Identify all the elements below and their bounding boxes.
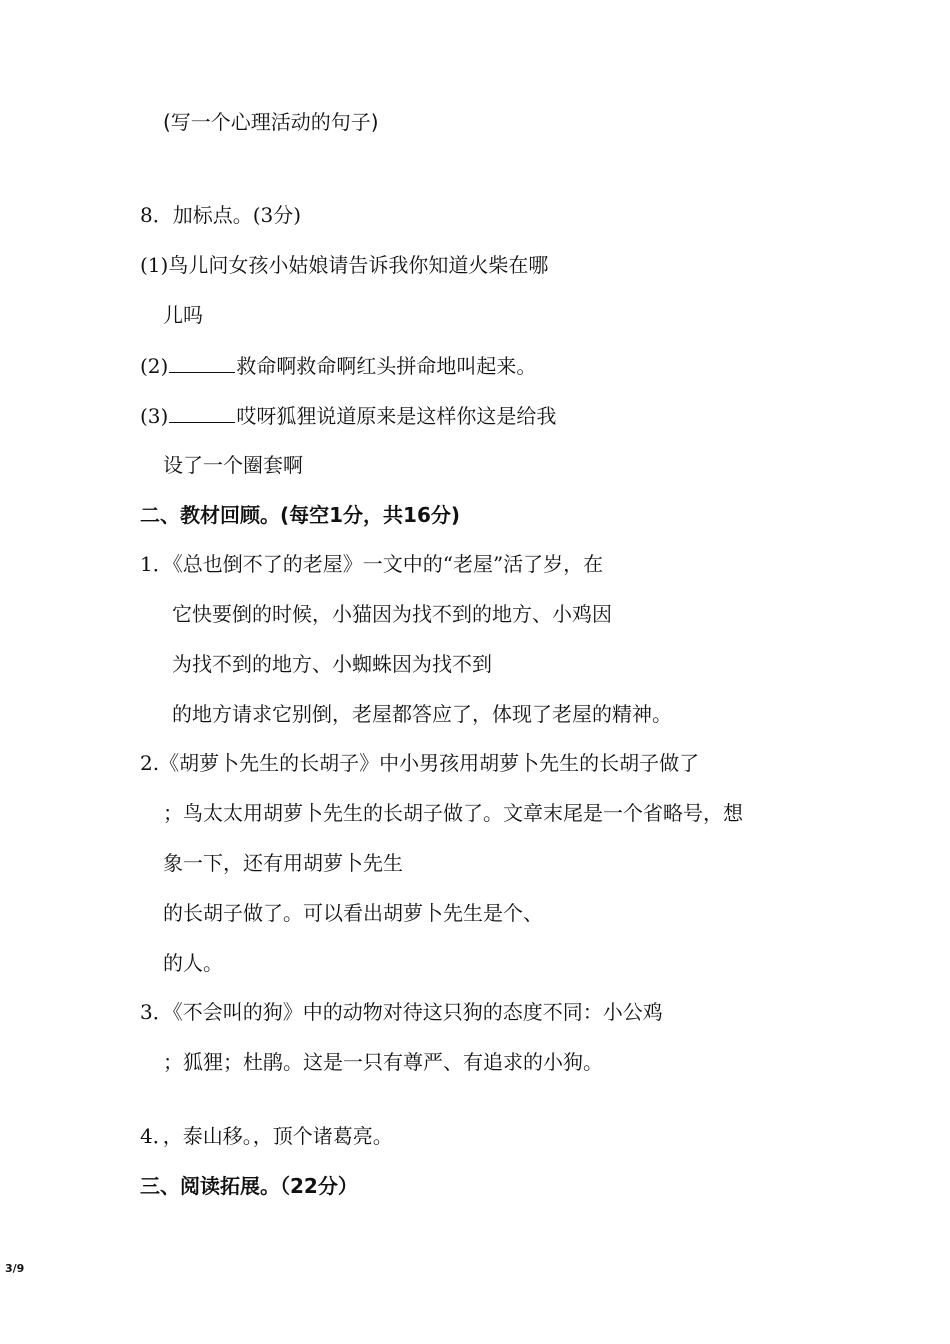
question-8-heading: 8．加标点。(3分) bbox=[140, 203, 302, 227]
answer-blank[interactable] bbox=[169, 402, 235, 423]
section-2-heading: 二、教材回顾。(每空1分，共16分) bbox=[140, 503, 461, 527]
section-2-question-1-cont-3: 的地方请求它别倒，老屋都答应了，体现了老屋的精神。 bbox=[172, 702, 672, 726]
section-2-question-1-cont-1: 它快要倒的时候，小猫因为找不到的地方、小鸡因 bbox=[172, 602, 612, 626]
instruction-psych-sentence: (写一个心理活动的句子) bbox=[163, 110, 379, 134]
section-2-question-1: 1．《总也倒不了的老屋》一文中的“老屋”活了岁，在 bbox=[140, 552, 604, 576]
section-2-question-1-cont-2: 为找不到的地方、小蜘蛛因为找不到 bbox=[172, 652, 492, 676]
question-8-item-3-cont: 设了一个圈套啊 bbox=[163, 453, 303, 477]
section-2-question-2-cont-1: ；鸟太太用胡萝卜先生的长胡子做了。文章末尾是一个省略号，想 bbox=[163, 801, 743, 825]
item-3-text: 哎呀狐狸说道原来是这样你这是给我 bbox=[236, 404, 557, 428]
question-8-item-3 bbox=[140, 402, 556, 429]
section-3-heading: 三、阅读拓展。（22分） bbox=[140, 1174, 358, 1198]
item-3-number: (3) bbox=[140, 404, 169, 428]
section-2-question-3: 3．《不会叫的狗》中的动物对待这只狗的态度不同：小公鸡 bbox=[140, 1000, 663, 1024]
question-8-item-1: (1)鸟儿问女孩小姑娘请告诉我你知道火柴在哪 bbox=[140, 253, 549, 277]
answer-blank[interactable] bbox=[169, 352, 235, 373]
section-2-question-2-cont-4: 的人。 bbox=[163, 951, 223, 975]
section-2-question-3-cont: ；狐狸；杜鹃。这是一只有尊严、有追求的小狗。 bbox=[163, 1050, 603, 1074]
section-2-question-4: 4．，泰山移。，顶个诸葛亮。 bbox=[140, 1124, 393, 1148]
question-8-item-1-cont: 儿吗 bbox=[163, 303, 203, 327]
question-8-item-2 bbox=[140, 352, 536, 379]
item-2-number: (2) bbox=[140, 354, 169, 378]
section-2-question-2: 2.《胡萝卜先生的长胡子》中小男孩用胡萝卜先生的长胡子做了 bbox=[140, 751, 700, 775]
item-2-text: 救命啊救命啊红头拼命地叫起来。 bbox=[236, 354, 537, 378]
section-2-question-2-cont-2: 象一下，还有用胡萝卜先生 bbox=[163, 851, 403, 875]
page-number: 3/9 bbox=[5, 1262, 25, 1275]
section-2-question-2-cont-3: 的长胡子做了。可以看出胡萝卜先生是个、 bbox=[163, 901, 543, 925]
